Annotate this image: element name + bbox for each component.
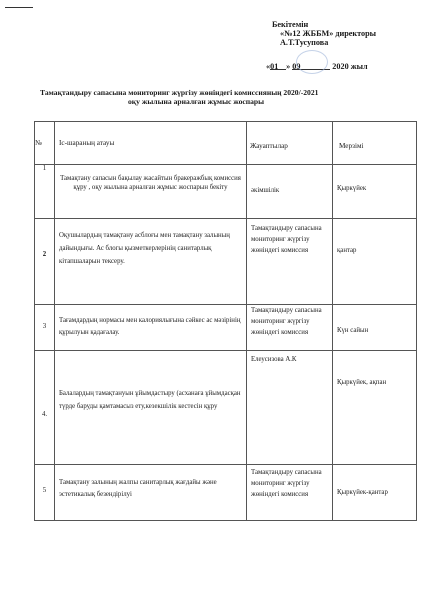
row-responsible: Тамақтандыру сапасына мониторинг жүргізу жөніндегі комиссия bbox=[251, 225, 322, 254]
row-deadline: Қыркүйек bbox=[337, 185, 367, 192]
approval-position: «№12 ЖББМ» директоры bbox=[280, 29, 377, 39]
row-deadline: Қыркүйек-қантар bbox=[337, 489, 388, 496]
row-deadline: Күн сайын bbox=[337, 327, 369, 334]
row-responsible: әкімшілік bbox=[251, 187, 280, 194]
row-num: 2 bbox=[35, 219, 55, 305]
row-deadline: Қыркүйек, ақпан bbox=[337, 379, 387, 386]
approval-signatory: А.Т.Тусупова bbox=[280, 38, 329, 48]
title-line-1: Тамақтандыру сапасына мониторинг жүргізу жөніндегі комиссияның 2020/-2021 bbox=[40, 88, 319, 97]
top-rule bbox=[5, 7, 33, 8]
header-num: № bbox=[35, 122, 55, 165]
row-activity: Балалардың тамақтануын ұйымдастыру (асханаға ұйымдасқан түрде баруды қамтамасыз ету,кезекшілік кестесін құру bbox=[59, 390, 241, 410]
table-row bbox=[35, 351, 417, 465]
row-num: 4. bbox=[35, 351, 55, 465]
header-activity: Іс-шараның атауы bbox=[55, 122, 247, 165]
row-activity: Тамақтану залының жалпы санитарлық жағдайы және эстетикалық безендірілуі bbox=[59, 479, 217, 498]
row-activity: Оқушылардың тамақтану асблоғы мен тамақтану залының дайындығы. Ас блогы қызметкерлерінің санитарлық кітапшаларын тексеру. bbox=[59, 232, 230, 265]
table-row bbox=[35, 465, 417, 521]
document-title bbox=[40, 88, 410, 106]
table-row bbox=[35, 305, 417, 351]
approval-date: «01 » 09 2020 жыл bbox=[266, 61, 368, 71]
date-year: 2020 жыл bbox=[332, 61, 368, 71]
table-row bbox=[35, 219, 417, 305]
row-activity: Тағамдардың нормасы мен калориялығына сәйкес ас мәзірінің құрылуын қадағалау. bbox=[59, 317, 241, 336]
date-month: 09 bbox=[292, 62, 330, 70]
plan-table bbox=[34, 121, 417, 521]
approval-block bbox=[262, 20, 432, 71]
row-responsible: Тамақтандыру сапасына мониторинг жүргізу жөніндегі комиссия bbox=[251, 469, 322, 498]
row-responsible: Тамақтандыру сапасына мониторинг жүргізу жөніндегі комиссия bbox=[251, 307, 322, 336]
date-day: 01 bbox=[270, 62, 286, 70]
table-header-row bbox=[35, 122, 417, 165]
title-line-2: оқу жылына арналған жұмыс жоспары bbox=[128, 97, 265, 106]
table-row bbox=[35, 165, 417, 219]
row-responsible: Елеусизова А.К bbox=[251, 356, 297, 363]
row-deadline: қантар bbox=[337, 247, 357, 254]
header-deadline: Мерзімі bbox=[333, 122, 417, 165]
seal-stamp bbox=[296, 50, 328, 74]
row-num: 1 bbox=[35, 165, 55, 219]
row-num: 5 bbox=[35, 465, 55, 521]
header-responsible: Жауаптылар bbox=[247, 122, 333, 165]
row-activity: Тамақтану сапасын бақылау жасайтын бракеражбық комиссия құру , оқу жылына арналған жұмыс жоспарын бекіту bbox=[60, 175, 241, 191]
approval-title: Бекітемін bbox=[272, 20, 309, 29]
row-num: 3 bbox=[35, 305, 55, 351]
